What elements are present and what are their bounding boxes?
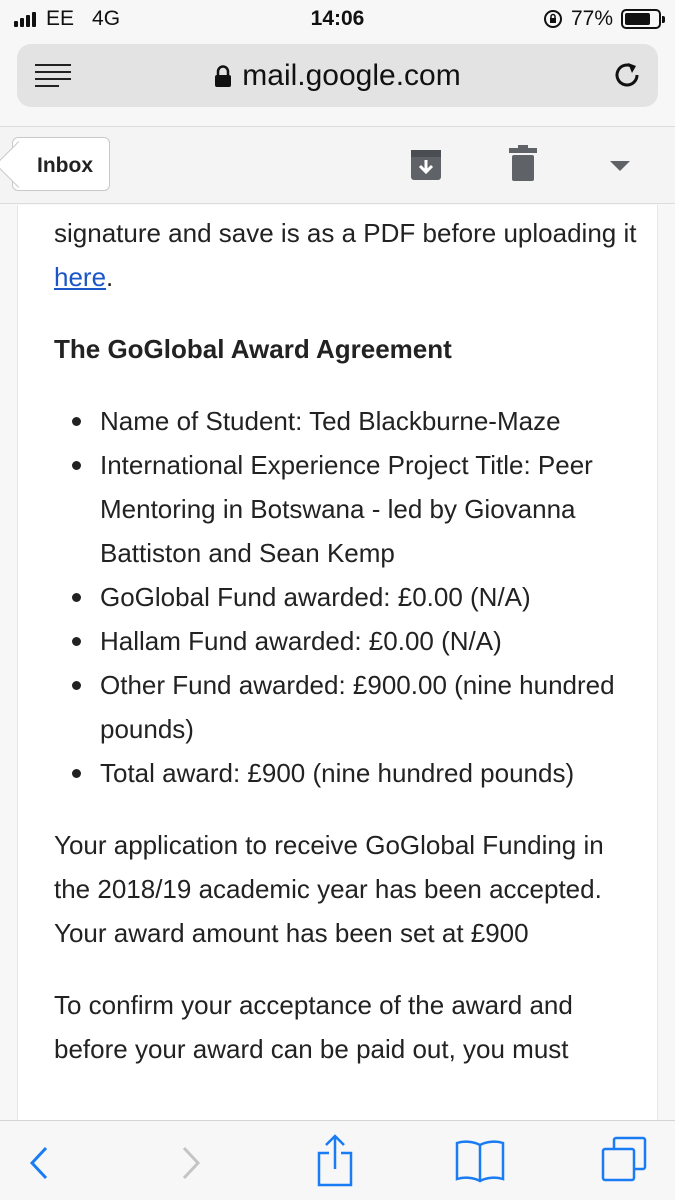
email-content (54, 211, 644, 1071)
inbox-back-button[interactable] (12, 137, 110, 191)
back-icon[interactable] (28, 1145, 50, 1181)
intro-text: signature and save is as a PDF before uploading it (54, 218, 637, 248)
list-item: GoGlobal Fund awarded: £0.00 (N/A) (54, 575, 644, 619)
status-time: 14:06 (310, 7, 365, 30)
url-display[interactable] (17, 59, 658, 93)
intro-end: . (106, 262, 114, 292)
forward-icon[interactable] (180, 1145, 202, 1181)
more-dropdown-icon[interactable] (610, 161, 630, 171)
inbox-label: Inbox (37, 154, 93, 177)
browser-toolbar (0, 1120, 675, 1200)
intro-paragraph (54, 211, 644, 299)
award-list (54, 399, 644, 795)
status-bar (0, 0, 675, 38)
rotation-lock-icon (543, 9, 563, 29)
list-item: Total award: £900 (nine hundred pounds) (54, 751, 644, 795)
carrier-name: EE (46, 7, 75, 30)
tabs-icon[interactable] (600, 1135, 648, 1183)
agreement-heading: The GoGlobal Award Agreement (54, 334, 452, 364)
list-item: Hallam Fund awarded: £0.00 (N/A) (54, 619, 644, 663)
gmail-toolbar (0, 126, 675, 204)
battery-icon (621, 9, 661, 29)
reload-icon[interactable] (610, 58, 644, 92)
confirmation-paragraph: To confirm your acceptance of the award and before your award can be paid out, you must (54, 990, 573, 1064)
address-bar[interactable] (17, 44, 658, 107)
archive-icon[interactable] (410, 149, 442, 181)
network-type: 4G (92, 7, 121, 30)
email-body (17, 205, 658, 1120)
share-icon[interactable] (315, 1133, 355, 1187)
battery-percent: 77% (570, 7, 613, 30)
trash-icon[interactable] (509, 145, 537, 181)
lock-icon (214, 65, 232, 87)
list-item: Other Fund awarded: £900.00 (nine hundred pounds) (54, 663, 644, 751)
list-item: Name of Student: Ted Blackburne-Maze (54, 399, 644, 443)
bookmarks-icon[interactable] (455, 1139, 505, 1183)
acceptance-paragraph: Your application to receive GoGlobal Funding in the 2018/19 academic year has been accepted. Your award amount has been set at £900 (54, 830, 604, 948)
upload-link[interactable]: here (54, 262, 107, 292)
list-item: International Experience Project Title: Peer Mentoring in Botswana - led by Giovanna Battiston and Sean Kemp (54, 443, 644, 575)
url-text: mail.google.com (242, 59, 461, 92)
status-right (543, 7, 661, 31)
